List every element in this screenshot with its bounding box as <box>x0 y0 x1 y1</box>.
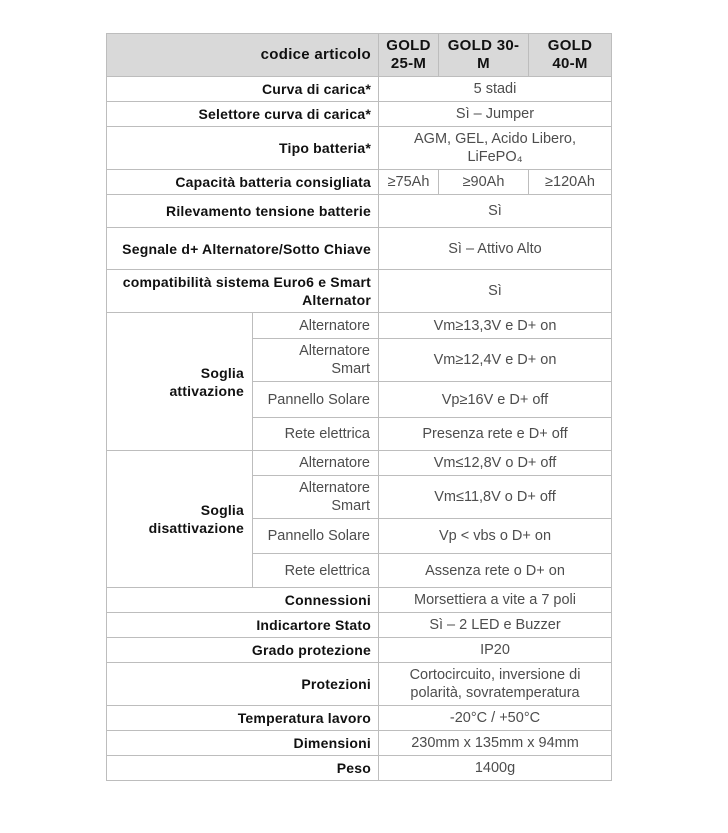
row-label-indicatore-stato: Indicartore Stato <box>107 613 379 638</box>
table-row <box>107 588 612 613</box>
table-row <box>107 170 612 195</box>
row-label-temperatura-lavoro: Temperatura lavoro <box>107 706 379 731</box>
subrow-label-disattivazione-alternatore-smart: Alternatore Smart <box>253 476 379 519</box>
subrow-value-attivazione-pannello-solare: Vp≥16V e D+ off <box>379 382 612 418</box>
row-label-connessioni: Connessioni <box>107 588 379 613</box>
table-row <box>107 195 612 228</box>
group-label-soglia-attivazione: Soglia attivazione <box>107 313 253 451</box>
row-label-curva-di-carica: Curva di carica* <box>107 77 379 102</box>
row-label-compatibilita-euro6: compatibilità sistema Euro6 e Smart Alternator <box>107 270 379 313</box>
row-value-rilevamento-tensione: Sì <box>379 195 612 228</box>
table-row <box>107 102 612 127</box>
header-col-gold-25m: GOLD 25-M <box>379 34 439 77</box>
row-value-curva-di-carica: 5 stadi <box>379 77 612 102</box>
subrow-label-attivazione-alternatore: Alternatore <box>253 313 379 339</box>
table-row <box>107 270 612 313</box>
row-value-indicatore-stato: Sì – 2 LED e Buzzer <box>379 613 612 638</box>
row-value-connessioni: Morsettiera a vite a 7 poli <box>379 588 612 613</box>
table-header-row <box>107 34 612 77</box>
table-row <box>107 706 612 731</box>
row-label-tipo-batteria: Tipo batteria* <box>107 127 379 170</box>
row-value-grado-protezione: IP20 <box>379 638 612 663</box>
subrow-label-disattivazione-rete-elettrica: Rete elettrica <box>253 554 379 588</box>
subrow-value-attivazione-alternatore: Vm≥13,3V e D+ on <box>379 313 612 339</box>
subrow-label-attivazione-rete-elettrica: Rete elettrica <box>253 418 379 451</box>
group-label-soglia-disattivazione: Soglia disattivazione <box>107 451 253 588</box>
row-value-dimensioni: 230mm x 135mm x 94mm <box>379 731 612 756</box>
header-col-gold-40m: GOLD 40-M <box>529 34 612 77</box>
row-label-dimensioni: Dimensioni <box>107 731 379 756</box>
row-label-selettore-curva: Selettore curva di carica* <box>107 102 379 127</box>
table-row <box>107 756 612 781</box>
row-label-peso: Peso <box>107 756 379 781</box>
spec-table <box>106 33 612 781</box>
table-row <box>107 613 612 638</box>
subrow-label-attivazione-alternatore-smart: Alternatore Smart <box>253 339 379 382</box>
subrow-label-disattivazione-pannello-solare: Pannello Solare <box>253 519 379 554</box>
row-value-segnale-d-plus: Sì – Attivo Alto <box>379 228 612 270</box>
row-value-temperatura-lavoro: -20°C / +50°C <box>379 706 612 731</box>
table-row <box>107 127 612 170</box>
row-value-capacita-25m: ≥75Ah <box>379 170 439 195</box>
row-value-protezioni: Cortocircuito, inversione di polarità, sovratemperatura <box>379 663 612 706</box>
subrow-label-disattivazione-alternatore: Alternatore <box>253 451 379 476</box>
subrow-label-attivazione-pannello-solare: Pannello Solare <box>253 382 379 418</box>
row-value-capacita-30m: ≥90Ah <box>439 170 529 195</box>
row-label-capacita-batteria: Capacità batteria consigliata <box>107 170 379 195</box>
table-row <box>107 731 612 756</box>
row-value-peso: 1400g <box>379 756 612 781</box>
table-row <box>107 77 612 102</box>
row-value-tipo-batteria: AGM, GEL, Acido Libero, LiFePO₄ <box>379 127 612 170</box>
subrow-value-disattivazione-alternatore: Vm≤12,8V o D+ off <box>379 451 612 476</box>
subrow-value-disattivazione-rete-elettrica: Assenza rete o D+ on <box>379 554 612 588</box>
table-row <box>107 451 612 476</box>
subrow-value-attivazione-alternatore-smart: Vm≥12,4V e D+ on <box>379 339 612 382</box>
row-label-rilevamento-tensione: Rilevamento tensione batterie <box>107 195 379 228</box>
subrow-value-disattivazione-alternatore-smart: Vm≤11,8V o D+ off <box>379 476 612 519</box>
subrow-value-attivazione-rete-elettrica: Presenza rete e D+ off <box>379 418 612 451</box>
table-row <box>107 638 612 663</box>
header-codice-articolo: codice articolo <box>107 34 379 77</box>
header-col-gold-30m: GOLD 30-M <box>439 34 529 77</box>
row-label-segnale-d-plus: Segnale d+ Alternatore/Sotto Chiave <box>107 228 379 270</box>
table-row <box>107 663 612 706</box>
row-value-capacita-40m: ≥120Ah <box>529 170 612 195</box>
table-row <box>107 313 612 339</box>
table-row <box>107 228 612 270</box>
row-value-selettore-curva: Sì – Jumper <box>379 102 612 127</box>
subrow-value-disattivazione-pannello-solare: Vp < vbs o D+ on <box>379 519 612 554</box>
row-label-protezioni: Protezioni <box>107 663 379 706</box>
row-value-compatibilita-euro6: Sì <box>379 270 612 313</box>
row-label-grado-protezione: Grado protezione <box>107 638 379 663</box>
